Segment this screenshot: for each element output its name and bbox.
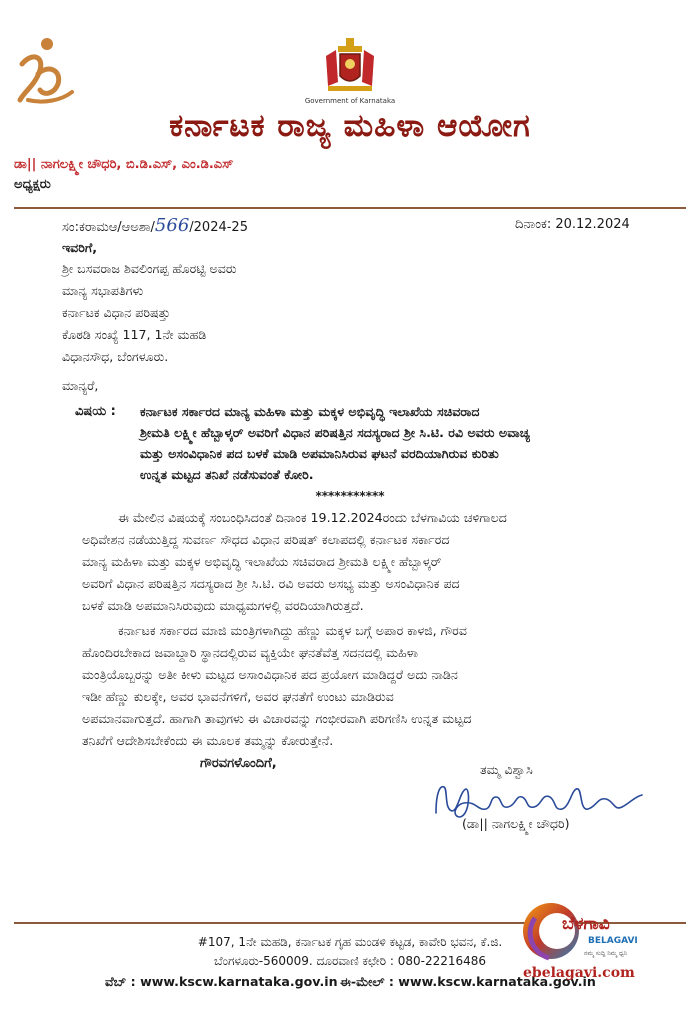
addressee-to: ಇವರಿಗೆ, [62,240,98,255]
paragraph-line: ಮಂತ್ರಿಯೊಬ್ಬರನ್ನು ಅತೀ ಕೀಳು ಮಟ್ಟದ ಅಸಾಂವಿಧಾನಿಕ ಪದ ಪ್ರಯೋಗ ಮಾಡಿದ್ದರೆ ಅದು ನಾಡಿನ [82,667,458,682]
reference-handwritten-number: 566 [154,215,190,236]
closing: ಗೌರವಗಳೊಂದಿಗೆ, [200,756,277,771]
paragraph-line: ಇಡೀ ಹೆಣ್ಣು ಕುಲಕ್ಕೇ, ಅವರ ಭಾವನೆಗಳಿಗೆ, ಅವರ ಘನತೆಗೆ ಉಂಟು ಮಾಡಿರುವ [82,689,394,704]
paragraph-line: ಹೊಂದಿರಬೇಕಾದ ಜವಾಬ್ದಾರಿ ಸ್ಥಾನದಲ್ಲಿರುವ ವ್ಯಕ್ತಿಯೇ ಘನತೆವೆತ್ತ ಸದನದಲ್ಲಿ ಮಹಿಳಾ [82,645,419,660]
chairperson-name: ಡಾ|| ನಾಗಲಕ್ಷ್ಮೀ ಚೌಧರಿ, ಬಿ.ಡಿ.ಎಸ್, ಎಂ.ಡಿ.ಎಸ್ [14,157,234,172]
paragraph-line: ಅವರಿಗೆ ವಿಧಾನ ಪರಿಷತ್ತಿನ ಸದಸ್ಯರಾದ ಶ್ರೀ ಸಿ.ಟಿ. ರವಿ ಅವರು ಅಸಭ್ಯ ಮತ್ತು ಅಸಂವಿಧಾನಿಕ ಪದ [82,576,460,591]
recipient-line: ಮಾನ್ಯ ಸಭಾಪತಿಗಳು [62,283,144,298]
paragraph-line: ಅಪಮಾನವಾಗುತ್ತದೆ. ಹಾಗಾಗಿ ತಾವುಗಳು ಈ ವಿಚಾರವನ್ನು ಗಂಭೀರವಾಗಿ ಪರಿಗಣಿಸಿ ಉನ್ನತ ಮಟ್ಟದ [82,711,472,726]
subject-line: ಕರ್ನಾಟಕ ಸರ್ಕಾರದ ಮಾನ್ಯ ಮಹಿಳಾ ಮತ್ತು ಮಕ್ಕಳ ಅಭಿವೃದ್ಧಿ ಇಲಾಖೆಯ ಸಚಿವರಾದ [140,404,480,419]
letter-date: ದಿನಾಂಕ: 20.12.2024 [515,217,630,232]
karnataka-emblem [318,36,382,94]
reference-suffix: /2024-25 [189,220,248,235]
subject-line: ಶ್ರೀಮತಿ ಲಕ್ಷ್ಮೀ ಹೆಬ್ಬಾಳ್ಕರ್ ಅವರಿಗೆ ವಿಧಾನ ಪರಿಷತ್ತಿನ ಸದಸ್ಯರಾದ ಶ್ರೀ ಸಿ.ಟಿ. ರವಿ ಅವರು ಅವಾಚ್ಯ [140,425,531,440]
paragraph-line: ಬಳಕೆ ಮಾಡಿ ಅಪಮಾನಿಸಿರುವುದು ಮಾಧ್ಯಮಗಳಲ್ಲಿ ವರದಿಯಾಗಿರುತ್ತದೆ. [82,598,364,613]
recipient-line: ಕೊಠಡಿ ಸಂಖ್ಯೆ 117, 1ನೇ ಮಹಡಿ [62,327,207,342]
watermark-subtitle: BELAGAVI [588,936,638,946]
emblem-caption: Government of Karnataka [304,97,396,105]
paragraph-line: ಅಧಿವೇಶನ ನಡೆಯುತ್ತಿದ್ದ ಸುವರ್ಣ ಸೌಧದ ವಿಧಾನ ಪರಿಷತ್ ಕಲಾಪದಲ್ಲಿ ಕರ್ನಾಟಕ ಸರ್ಕಾರದ [82,532,450,547]
subject-line: ಮತ್ತು ಅಸಂವಿಧಾನಿಕ ಪದ ಬಳಕೆ ಮಾಡಿ ಅಪಮಾನಿಸಿರುವ ಘಟನೆ ವರದಿಯಾಗಿರುವ ಕುರಿತು [140,446,499,461]
organization-name: ಕರ್ನಾಟಕ ರಾಜ್ಯ ಮಹಿಳಾ ಆಯೋಗ [169,108,531,144]
separator: *********** [315,489,385,503]
recipient-line: ಕರ್ನಾಟಕ ವಿಧಾನ ಪರಿಷತ್ತು [62,305,171,320]
paragraph-line: ಕರ್ನಾಟಕ ಸರ್ಕಾರದ ಮಾಜಿ ಮಂತ್ರಿಗಳಾಗಿದ್ದು ಹೆಣ್ಣು ಮಕ್ಕಳ ಬಗ್ಗೆ ಅಪಾರ ಕಾಳಜಿ, ಗೌರವ [118,623,467,638]
watermark-url[interactable]: ebelagavi.com [523,965,635,981]
chairperson-title: ಅಧ್ಯಕ್ಷರು [14,177,51,192]
paragraph-line: ಮಾನ್ಯ ಮಹಿಳಾ ಮತ್ತು ಮಕ್ಕಳ ಅಭಿವೃದ್ಧಿ ಇಲಾಖೆಯ ಸಚಿವರಾದ ಶ್ರೀಮತಿ ಲಕ್ಷ್ಮೀ ಹೆಬ್ಬಾಳ್ಕರ್ [82,554,442,569]
footer-website[interactable]: ವೆಬ್ : www.kscw.karnataka.gov.in [105,974,338,989]
paragraph-line: ಈ ಮೇಲಿನ ವಿಷಯಕ್ಕೆ ಸಂಬಂಧಿಸಿದಂತೆ ದಿನಾಂಕ 19.12.2024ರಂದು ಬೆಳಗಾವಿಯ ಚಳಿಗಾಲದ [118,510,507,525]
recipient-line: ಶ್ರೀ ಬಸವರಾಜ ಶಿವಲಿಂಗಪ್ಪ ಹೊರಟ್ಟಿ ಅವರು [62,261,237,276]
yours-faithfully: ತಮ್ಮ ವಿಶ್ವಾಸಿ [480,762,533,777]
reference-number [62,215,248,236]
paragraph-line: ತನಿಖೆಗೆ ಆದೇಶಿಸಬೇಕೆಂದು ಈ ಮೂಲಕ ತಮ್ಮನ್ನು ಕೋರುತ್ತೇನೆ. [82,733,334,748]
header-divider [14,207,686,209]
salutation: ಮಾನ್ಯರೆ, [62,378,99,393]
subject-line: ಉನ್ನತ ಮಟ್ಟದ ತನಿಖೆ ನಡೆಸುವಂತೆ ಕೋರಿ. [140,467,314,482]
subject-label: ವಿಷಯ : [75,404,116,419]
signatory-name: (ಡಾ|| ನಾಗಲಕ್ಷ್ಮೀ ಚೌಧರಿ) [462,816,570,831]
recipient-line: ವಿಧಾನಸೌಧ, ಬೆಂಗಳೂರು. [62,349,169,364]
commission-logo [14,34,76,106]
reference-prefix: ಸಂ:ಕರಾಮಆ/ಆಅಶಾ/ [62,220,155,235]
footer-address: #107, 1ನೇ ಮಹಡಿ, ಕರ್ನಾಟಕ ಗೃಹ ಮಂಡಳಿ ಕಟ್ಟಡ, ಕಾವೇರಿ ಭವನ, ಕೆ.ಜಿ. [197,935,503,949]
footer-email[interactable]: ಈ-ಮೇಲ್ : www.kscw.karnataka.gov.in [340,974,596,989]
watermark-name: ಬೆಳಗಾವಿ [562,914,610,934]
watermark-tagline: ನಮ್ಮ ಸುದ್ದಿ ನಿಮ್ಮ ಧ್ವನಿ [584,950,628,957]
footer-phone: ಬೆಂಗಳೂರು-560009. ದೂರವಾಣಿ ಕಛೇರಿ : 080-22216486 [213,954,487,968]
